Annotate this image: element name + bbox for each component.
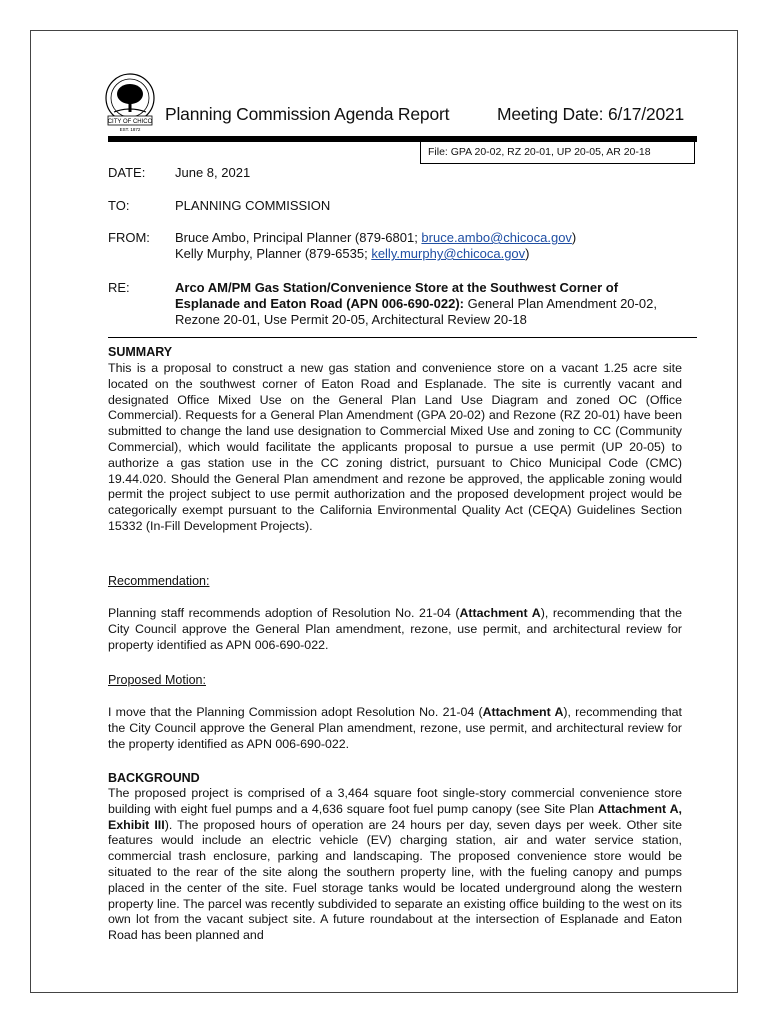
email-link-bruce-ambo[interactable]: bruce.ambo@chicoca.gov: [421, 230, 572, 245]
svg-text:EST. 1872: EST. 1872: [119, 127, 141, 132]
recommendation-heading: Recommendation:: [108, 574, 210, 588]
logo-text: CITY OF CHICO: [107, 119, 153, 125]
memo-divider: [108, 337, 697, 338]
date-label: DATE:: [108, 165, 146, 180]
meeting-date: Meeting Date: 6/17/2021: [497, 104, 685, 124]
to-label: TO:: [108, 198, 130, 213]
to-value: PLANNING COMMISSION: [175, 198, 331, 213]
report-title: Planning Commission Agenda Report: [165, 104, 450, 124]
file-reference: File: GPA 20-02, RZ 20-01, UP 20-05, AR 20-18: [420, 142, 695, 164]
date-value: June 8, 2021: [175, 165, 251, 180]
recommendation-text: Planning staff recommends adoption of Resolution No. 21-04 (Attachment A), recommending that the City Council approve the General Plan amendment, rezone, use permit, and architectural review for property identified as APN 006-690-022.: [108, 606, 682, 652]
from-line-1: Bruce Ambo, Principal Planner (879-6801; bruce.ambo@chicoca.gov): [175, 230, 577, 245]
re-subject: Arco AM/PM Gas Station/Convenience Store at the Southwest Corner of Esplanade and Eaton Road (APN 006-690-022):: [175, 280, 619, 311]
proposed-motion-text: I move that the Planning Commission adopt Resolution No. 21-04 (Attachment A), recommending that the City Council approve the General Plan amendment, rezone, use permit, and architectural review for the property identified as APN 006-690-022.: [108, 705, 682, 751]
email-link-kelly-murphy[interactable]: kelly.murphy@chicoca.gov: [371, 246, 526, 261]
summary-heading: SUMMARY: [108, 345, 173, 359]
background-text: The proposed project is comprised of a 3,464 square foot single-story commercial convenience store building with eight fuel pumps and a 4,636 square foot fuel pump canopy (see Site Plan Attachment A, Exhibit III). The proposed hours of operation are 24 hours per day, seven days per week. Other site features would include an electric vehicle (EV) charging station, air and water service station, commercial trash enclosure, parking and landscaping. The proposed convenience store would be situated to the rear of the site along the southern property line, with the fueling canopy and pumps placed in the center of the site. Fuel storage tanks would be located underground along the western property line. The parcel was recently subdivided to separate an existing office building to the west on its own lot from the vacant subject site. A future roundabout at the intersection of Esplanade and Eaton Road has been planned and: [108, 786, 683, 943]
city-of-chico-logo: [104, 72, 156, 132]
re-value: [175, 280, 680, 328]
summary-text: This is a proposal to construct a new gas station and convenience store on a vacant 1.25 acre site located on the southwest corner of Eaton Road and Esplanade. The site is currently vacant and designated Office Mixed Use on the General Plan Land Use Diagram and zoned OC (Office Commercial). Requests for a General Plan Amendment (GPA 20-02) and Rezone (RZ 20-01) have been submitted to change the land use designation to Commercial Mixed Use and zoning to CC (Community Commercial), which would facilitate the applicants proposal to pursue a use permit (UP 20-05) to authorize a gas station use in the CC zoning district, pursuant to Chico Municipal Code (CMC) 19.44.020. Should the General Plan amendment and rezone be approved, the applicable zoning would permit the project subject to use permit authorization and the proposed development project would be categorically exempt pursuant to the California Environmental Quality Act (CEQA) Guidelines Section 15332 (In-Fill Development Projects).: [108, 361, 682, 533]
proposed-motion-heading: Proposed Motion:: [108, 673, 206, 687]
from-label: FROM:: [108, 230, 150, 245]
from-line-2: Kelly Murphy, Planner (879-6535; kelly.murphy@chicoca.gov): [175, 246, 530, 261]
re-label: RE:: [108, 280, 130, 295]
re-actions: General Plan Amendment 20-02, Rezone 20-01, Use Permit 20-05, Architectural Review 20-18: [175, 296, 657, 327]
background-heading: BACKGROUND: [108, 771, 200, 785]
from-value: [175, 230, 675, 262]
